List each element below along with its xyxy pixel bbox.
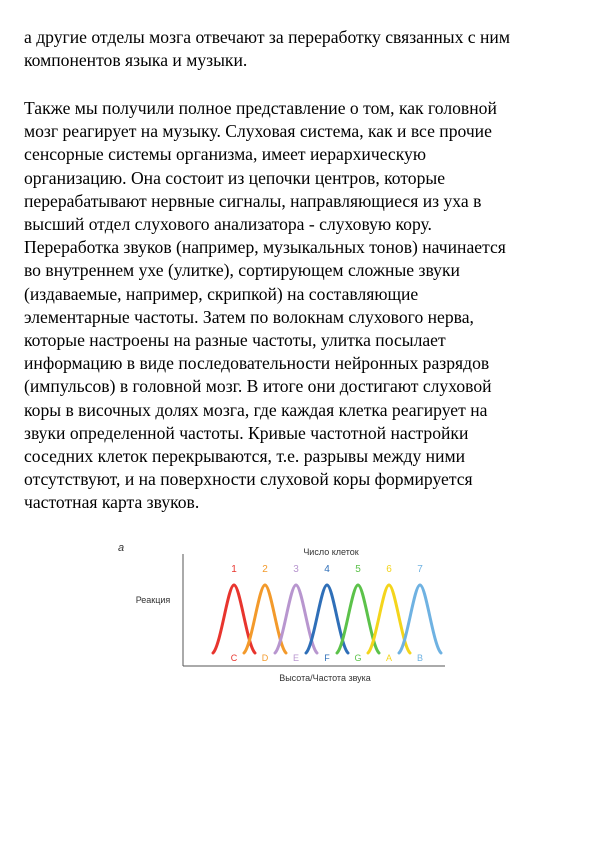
paragraph2-line: информацию в виде последовательности нейронных разрядов — [24, 353, 490, 374]
paragraph2-line: перерабатывают нервные сигналы, направляющиеся из уха в — [24, 190, 482, 211]
chart-title: Число клеток — [303, 547, 359, 557]
paragraph2-line: во внутреннем ухе (улитке), сортирующем сложные звуки — [24, 260, 460, 281]
paragraph-continuation — [24, 26, 579, 72]
y-axis-label: Реакция — [135, 595, 171, 605]
paragraph1-line: а другие отделы мозга отвечают за переработку связанных с ним — [24, 27, 510, 47]
paragraph2-line: организацию. Она состоит из цепочки центров, которые — [24, 167, 446, 188]
paragraph2-line: коры в височных долях мозга, где каждая клетка реагирует на — [24, 399, 488, 420]
tuning-curves-group — [213, 585, 441, 653]
note-tick-label: A — [385, 653, 393, 663]
paragraph2-line: соседних клеток перекрываются, т.е. разрывы между ними — [24, 446, 466, 467]
curve-number-label: 6 — [386, 564, 392, 575]
curve-number-label: 5 — [355, 564, 361, 575]
paragraph2-line: мозг реагирует на музыку. Слуховая система, как и все прочие — [24, 121, 492, 142]
paragraph2-line: частотная карта звуков. — [24, 492, 200, 513]
note-tick-label: D — [261, 653, 269, 663]
paragraph2-line: сенсорные системы организма, имеет иерархическую — [24, 144, 426, 165]
note-tick-label: G — [354, 653, 362, 663]
paragraph2-line: (импульсов) в головной мозг. В итоге они достигают слуховой — [24, 376, 492, 397]
paragraph2-line: Также мы получили полное представление о том, как головной — [24, 98, 497, 118]
curve-labels-group — [231, 564, 423, 663]
x-axis-label: Высота/Частота звука — [279, 673, 371, 683]
note-tick-label: E — [292, 653, 300, 663]
frequency-tuning-figure — [105, 536, 450, 692]
paragraph2-line: которые настроены на разные частоты, улитка посылает — [24, 330, 446, 351]
tuning-curves-chart — [105, 536, 450, 692]
panel-label: а — [118, 542, 125, 554]
note-tick-label: B — [416, 653, 424, 663]
curve-number-label: 7 — [417, 564, 423, 575]
paragraph2-line: Переработка звуков (например, музыкальных тонов) начинается — [24, 237, 506, 258]
paragraph1-line: компонентов языка и музыки. — [24, 50, 248, 71]
paragraph2-line: элементарные частоты. Затем по волокнам слухового нерва, — [24, 306, 474, 327]
note-tick-label: C — [230, 653, 238, 663]
paragraph2-line: звуки определенной частоты. Кривые частотной настройки — [24, 422, 469, 443]
paragraph2-line: отсутствуют, и на поверхности слуховой коры формируется — [24, 469, 473, 490]
note-tick-label: F — [324, 653, 330, 663]
curve-number-label: 3 — [293, 564, 299, 575]
curve-number-label: 4 — [324, 564, 330, 575]
paragraph2-line: высший отдел слухового анализатора - слуховую кору. — [24, 214, 432, 235]
paragraph2-line: (издаваемые, например, скрипкой) на составляющие — [24, 283, 419, 304]
curve-number-label: 2 — [262, 564, 268, 575]
paragraph-auditory-system — [24, 97, 579, 515]
curve-number-label: 1 — [231, 564, 237, 575]
